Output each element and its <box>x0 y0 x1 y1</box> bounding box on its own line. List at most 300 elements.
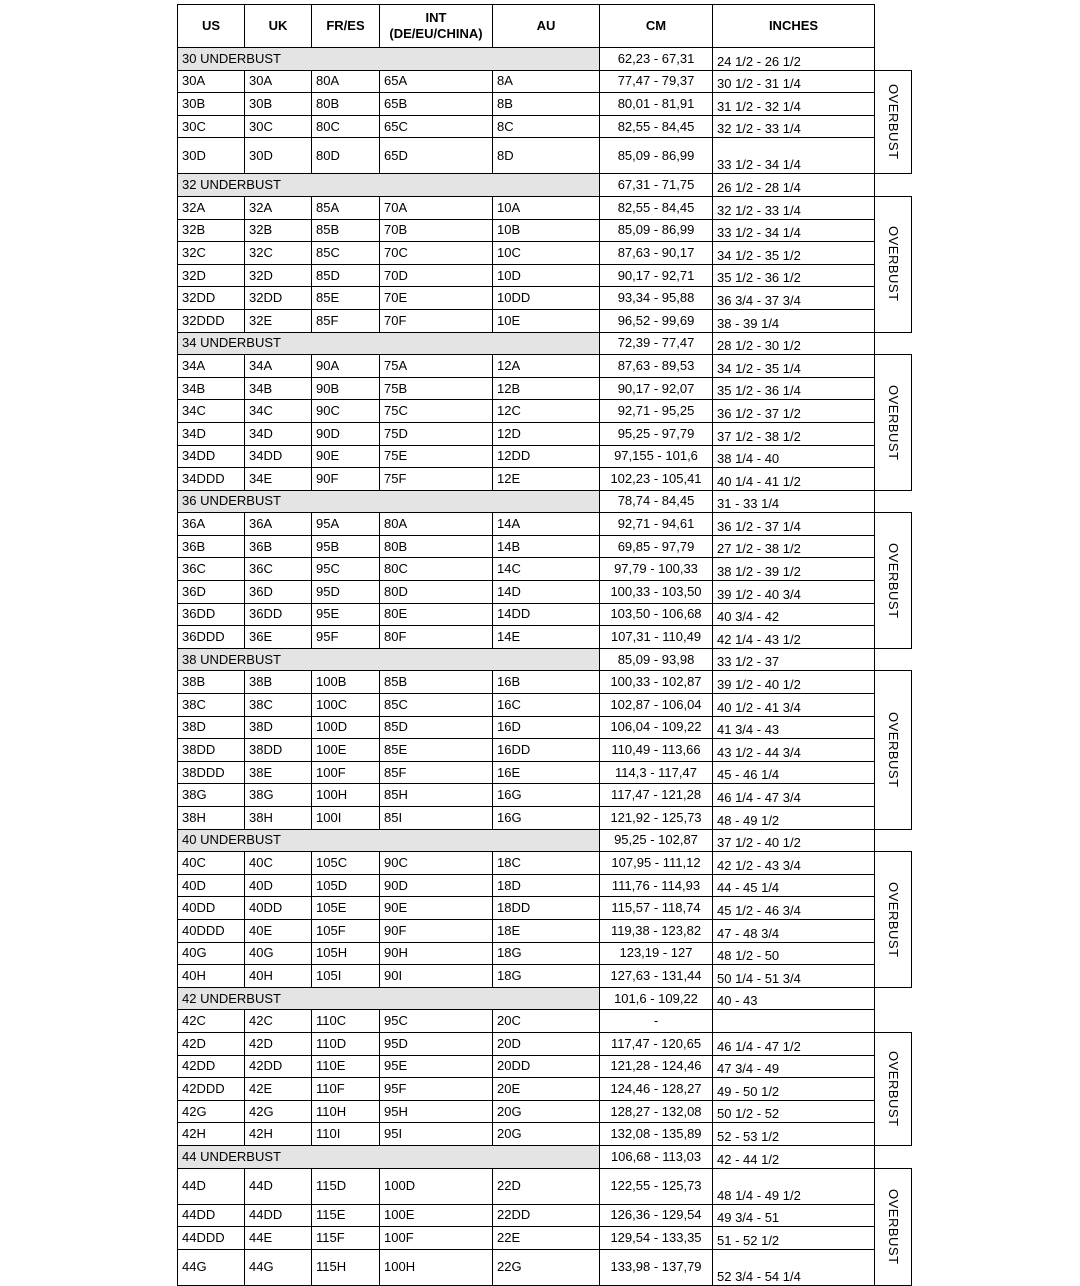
us-size: 32DD <box>178 287 245 310</box>
overbust-inches: 35 1/2 - 36 1/4 <box>713 377 875 400</box>
size-row <box>178 897 912 920</box>
uk-size: 40C <box>245 852 312 875</box>
us-size: 36C <box>178 558 245 581</box>
fr-es-size: 100I <box>312 807 380 830</box>
header-int-line2: (DE/EU/CHINA) <box>389 26 483 41</box>
us-size: 40H <box>178 965 245 988</box>
au-size: 8D <box>493 138 600 174</box>
fr-es-size: 95E <box>312 603 380 626</box>
underbust-inches: 26 1/2 - 28 1/4 <box>713 174 875 197</box>
int-size: 85F <box>380 761 493 784</box>
uk-size: 34DD <box>245 445 312 468</box>
fr-es-size: 110H <box>312 1100 380 1123</box>
uk-size: 32E <box>245 309 312 332</box>
overbust-cm: 110,49 - 113,66 <box>600 739 713 762</box>
overbust-cm: 80,01 - 81,91 <box>600 93 713 116</box>
us-size: 32B <box>178 219 245 242</box>
uk-size: 38D <box>245 716 312 739</box>
underbust-cm: 62,23 - 67,31 <box>600 48 713 71</box>
fr-es-size: 100F <box>312 761 380 784</box>
overbust-cm: 97,79 - 100,33 <box>600 558 713 581</box>
us-size: 40DD <box>178 897 245 920</box>
overbust-inches: 34 1/2 - 35 1/2 <box>713 242 875 265</box>
au-size: 8B <box>493 93 600 116</box>
fr-es-size: 115D <box>312 1168 380 1204</box>
au-size: 16E <box>493 761 600 784</box>
header-us: US <box>178 5 245 48</box>
overbust-inches: 44 - 45 1/4 <box>713 874 875 897</box>
fr-es-size: 105D <box>312 874 380 897</box>
underbust-inches: 33 1/2 - 37 <box>713 648 875 671</box>
us-size: 36DDD <box>178 626 245 649</box>
overbust-inches: 36 1/2 - 37 1/2 <box>713 400 875 423</box>
underbust-row <box>178 332 912 355</box>
overbust-cm: 69,85 - 97,79 <box>600 535 713 558</box>
overbust-inches: 32 1/2 - 33 1/4 <box>713 115 875 138</box>
size-row <box>178 807 912 830</box>
overbust-cm: 124,46 - 128,27 <box>600 1078 713 1101</box>
header-blank <box>875 5 912 48</box>
uk-size: 36A <box>245 513 312 536</box>
header-int <box>380 5 493 48</box>
overbust-inches: 36 3/4 - 37 3/4 <box>713 287 875 310</box>
overbust-inches: 40 3/4 - 42 <box>713 603 875 626</box>
uk-size: 40H <box>245 965 312 988</box>
overbust-cm: 100,33 - 102,87 <box>600 671 713 694</box>
au-size: 10DD <box>493 287 600 310</box>
size-row <box>178 400 912 423</box>
header-fr-es: FR/ES <box>312 5 380 48</box>
underbust-cm: 78,74 - 84,45 <box>600 490 713 513</box>
int-size: 95F <box>380 1078 493 1101</box>
au-size: 18D <box>493 874 600 897</box>
au-size: 16B <box>493 671 600 694</box>
uk-size: 40DD <box>245 897 312 920</box>
int-size: 80D <box>380 581 493 604</box>
header-au: AU <box>493 5 600 48</box>
fr-es-size: 95B <box>312 535 380 558</box>
overbust-inches: 52 - 53 1/2 <box>713 1123 875 1146</box>
au-size: 20E <box>493 1078 600 1101</box>
int-size: 65B <box>380 93 493 116</box>
underbust-cm: 95,25 - 102,87 <box>600 829 713 852</box>
overbust-inches: 39 1/2 - 40 3/4 <box>713 581 875 604</box>
uk-size: 38C <box>245 694 312 717</box>
header-int-line1: INT <box>425 10 447 25</box>
underbust-cm: 101,6 - 109,22 <box>600 987 713 1010</box>
underbust-label: 40 UNDERBUST <box>178 829 600 852</box>
overbust-label-cell <box>875 671 912 829</box>
overbust-cm: 121,92 - 125,73 <box>600 807 713 830</box>
overbust-cm: 103,50 - 106,68 <box>600 603 713 626</box>
us-size: 36B <box>178 535 245 558</box>
uk-size: 32C <box>245 242 312 265</box>
au-size: 14B <box>493 535 600 558</box>
fr-es-size: 115H <box>312 1249 380 1285</box>
fr-es-size: 85A <box>312 196 380 219</box>
fr-es-size: 95F <box>312 626 380 649</box>
us-size: 40DDD <box>178 919 245 942</box>
size-row <box>178 422 912 445</box>
spacer-cell <box>875 1010 912 1033</box>
uk-size: 38E <box>245 761 312 784</box>
size-row <box>178 535 912 558</box>
int-size: 90D <box>380 874 493 897</box>
int-size: 70F <box>380 309 493 332</box>
int-size: 75E <box>380 445 493 468</box>
uk-size: 44G <box>245 1249 312 1285</box>
us-size: 44DD <box>178 1204 245 1227</box>
size-row <box>178 1249 912 1285</box>
size-row <box>178 468 912 491</box>
spacer-cell <box>875 1145 912 1168</box>
fr-es-size: 110I <box>312 1123 380 1146</box>
uk-size: 42DD <box>245 1055 312 1078</box>
overbust-inches: 50 1/2 - 52 <box>713 1100 875 1123</box>
overbust-cm: 87,63 - 89,53 <box>600 355 713 378</box>
int-size: 85C <box>380 694 493 717</box>
overbust-cm: 115,57 - 118,74 <box>600 897 713 920</box>
us-size: 34C <box>178 400 245 423</box>
uk-size: 40E <box>245 919 312 942</box>
underbust-inches: 24 1/2 - 26 1/2 <box>713 48 875 71</box>
overbust-inches: 50 1/4 - 51 3/4 <box>713 965 875 988</box>
overbust-label: OVERBUST <box>886 84 901 160</box>
uk-size: 34E <box>245 468 312 491</box>
overbust-label-cell <box>875 852 912 988</box>
overbust-label: OVERBUST <box>886 712 901 788</box>
size-row <box>178 603 912 626</box>
fr-es-size: 80A <box>312 70 380 93</box>
underbust-cm: 85,09 - 93,98 <box>600 648 713 671</box>
bra-size-chart <box>177 4 912 1286</box>
uk-size: 36E <box>245 626 312 649</box>
fr-es-size: 80C <box>312 115 380 138</box>
overbust-inches: 46 1/4 - 47 1/2 <box>713 1032 875 1055</box>
us-size: 38DDD <box>178 761 245 784</box>
fr-es-size: 105C <box>312 852 380 875</box>
uk-size: 34B <box>245 377 312 400</box>
overbust-cm: 117,47 - 121,28 <box>600 784 713 807</box>
underbust-row <box>178 829 912 852</box>
au-size: 12B <box>493 377 600 400</box>
underbust-row <box>178 648 912 671</box>
uk-size: 32D <box>245 264 312 287</box>
au-size: 8C <box>493 115 600 138</box>
overbust-cm: 129,54 - 133,35 <box>600 1227 713 1250</box>
us-size: 42G <box>178 1100 245 1123</box>
au-size: 12D <box>493 422 600 445</box>
int-size: 70B <box>380 219 493 242</box>
overbust-cm: 126,36 - 129,54 <box>600 1204 713 1227</box>
int-size: 85E <box>380 739 493 762</box>
overbust-inches: 38 - 39 1/4 <box>713 309 875 332</box>
overbust-inches: 49 - 50 1/2 <box>713 1078 875 1101</box>
int-size: 70A <box>380 196 493 219</box>
overbust-inches: 39 1/2 - 40 1/2 <box>713 671 875 694</box>
fr-es-size: 90F <box>312 468 380 491</box>
overbust-inches: 40 1/2 - 41 3/4 <box>713 694 875 717</box>
uk-size: 30A <box>245 70 312 93</box>
fr-es-size: 100D <box>312 716 380 739</box>
int-size: 90I <box>380 965 493 988</box>
overbust-cm: 92,71 - 94,61 <box>600 513 713 536</box>
overbust-label-cell <box>875 196 912 332</box>
au-size: 10A <box>493 196 600 219</box>
uk-size: 34D <box>245 422 312 445</box>
fr-es-size: 90E <box>312 445 380 468</box>
overbust-cm: 123,19 - 127 <box>600 942 713 965</box>
us-size: 38DD <box>178 739 245 762</box>
size-row <box>178 1078 912 1101</box>
header-cm: CM <box>600 5 713 48</box>
overbust-cm: 90,17 - 92,07 <box>600 377 713 400</box>
size-row <box>178 138 912 174</box>
us-size: 36A <box>178 513 245 536</box>
int-size: 75A <box>380 355 493 378</box>
fr-es-size: 115F <box>312 1227 380 1250</box>
fr-es-size: 80D <box>312 138 380 174</box>
overbust-inches: 33 1/2 - 34 1/4 <box>713 219 875 242</box>
uk-size: 30B <box>245 93 312 116</box>
au-size: 20G <box>493 1100 600 1123</box>
uk-size: 44E <box>245 1227 312 1250</box>
overbust-inches: 38 1/2 - 39 1/2 <box>713 558 875 581</box>
overbust-cm: 77,47 - 79,37 <box>600 70 713 93</box>
fr-es-size: 100B <box>312 671 380 694</box>
size-row <box>178 852 912 875</box>
fr-es-size: 105I <box>312 965 380 988</box>
us-size: 44G <box>178 1249 245 1285</box>
int-size: 90E <box>380 897 493 920</box>
size-row <box>178 445 912 468</box>
overbust-cm: 127,63 - 131,44 <box>600 965 713 988</box>
us-size: 34B <box>178 377 245 400</box>
underbust-inches: 40 - 43 <box>713 987 875 1010</box>
overbust-inches: 41 3/4 - 43 <box>713 716 875 739</box>
uk-size: 36B <box>245 535 312 558</box>
int-size: 100F <box>380 1227 493 1250</box>
uk-size: 40G <box>245 942 312 965</box>
overbust-inches: 38 1/4 - 40 <box>713 445 875 468</box>
us-size: 32D <box>178 264 245 287</box>
int-size: 80A <box>380 513 493 536</box>
int-size: 95D <box>380 1032 493 1055</box>
size-row <box>178 219 912 242</box>
int-size: 85D <box>380 716 493 739</box>
size-row <box>178 716 912 739</box>
overbust-label-cell <box>875 1168 912 1285</box>
uk-size: 32DD <box>245 287 312 310</box>
us-size: 42DDD <box>178 1078 245 1101</box>
au-size: 10E <box>493 309 600 332</box>
fr-es-size: 100E <box>312 739 380 762</box>
int-size: 65D <box>380 138 493 174</box>
underbust-label: 38 UNDERBUST <box>178 648 600 671</box>
size-row <box>178 115 912 138</box>
underbust-inches: 42 - 44 1/2 <box>713 1145 875 1168</box>
overbust-cm: 82,55 - 84,45 <box>600 115 713 138</box>
overbust-cm: 107,31 - 110,49 <box>600 626 713 649</box>
uk-size: 32B <box>245 219 312 242</box>
underbust-label: 44 UNDERBUST <box>178 1145 600 1168</box>
overbust-inches: 49 3/4 - 51 <box>713 1204 875 1227</box>
overbust-cm: 132,08 - 135,89 <box>600 1123 713 1146</box>
fr-es-size: 90C <box>312 400 380 423</box>
underbust-cm: 72,39 - 77,47 <box>600 332 713 355</box>
uk-size: 30C <box>245 115 312 138</box>
overbust-label: OVERBUST <box>886 542 901 619</box>
underbust-label: 34 UNDERBUST <box>178 332 600 355</box>
int-size: 90H <box>380 942 493 965</box>
au-size: 20DD <box>493 1055 600 1078</box>
au-size: 14D <box>493 581 600 604</box>
overbust-cm: 93,34 - 95,88 <box>600 287 713 310</box>
overbust-cm: 121,28 - 124,46 <box>600 1055 713 1078</box>
int-size: 70C <box>380 242 493 265</box>
fr-es-size: 110D <box>312 1032 380 1055</box>
spacer-cell <box>875 490 912 513</box>
fr-es-size: 100C <box>312 694 380 717</box>
int-size: 100H <box>380 1249 493 1285</box>
overbust-inches: 46 1/4 - 47 3/4 <box>713 784 875 807</box>
overbust-cm: 92,71 - 95,25 <box>600 400 713 423</box>
overbust-cm: 102,23 - 105,41 <box>600 468 713 491</box>
overbust-inches: 51 - 52 1/2 <box>713 1227 875 1250</box>
int-size: 70D <box>380 264 493 287</box>
uk-size: 40D <box>245 874 312 897</box>
int-size: 100E <box>380 1204 493 1227</box>
underbust-inches: 37 1/2 - 40 1/2 <box>713 829 875 852</box>
au-size: 18G <box>493 942 600 965</box>
fr-es-size: 110E <box>312 1055 380 1078</box>
overbust-cm: 95,25 - 97,79 <box>600 422 713 445</box>
us-size: 42H <box>178 1123 245 1146</box>
int-size: 75F <box>380 468 493 491</box>
size-row <box>178 942 912 965</box>
overbust-inches: 48 1/4 - 49 1/2 <box>713 1168 875 1204</box>
spacer-cell <box>875 332 912 355</box>
overbust-inches: 37 1/2 - 38 1/2 <box>713 422 875 445</box>
size-row <box>178 581 912 604</box>
au-size: 22DD <box>493 1204 600 1227</box>
overbust-label: OVERBUST <box>886 1051 901 1127</box>
fr-es-size: 110C <box>312 1010 380 1033</box>
us-size: 38H <box>178 807 245 830</box>
spacer-cell <box>875 829 912 852</box>
int-size: 65C <box>380 115 493 138</box>
underbust-row <box>178 1145 912 1168</box>
size-row <box>178 377 912 400</box>
int-size: 70E <box>380 287 493 310</box>
size-row <box>178 761 912 784</box>
overbust-inches: 31 1/2 - 32 1/4 <box>713 93 875 116</box>
au-size: 16DD <box>493 739 600 762</box>
uk-size: 34A <box>245 355 312 378</box>
au-size: 18G <box>493 965 600 988</box>
us-size: 30B <box>178 93 245 116</box>
size-row <box>178 739 912 762</box>
size-row <box>178 1123 912 1146</box>
fr-es-size: 90A <box>312 355 380 378</box>
overbust-inches: 27 1/2 - 38 1/2 <box>713 535 875 558</box>
overbust-cm: 87,63 - 90,17 <box>600 242 713 265</box>
int-size: 80E <box>380 603 493 626</box>
size-table <box>177 4 912 1286</box>
uk-size: 34C <box>245 400 312 423</box>
au-size: 16C <box>493 694 600 717</box>
underbust-row <box>178 48 912 71</box>
overbust-cm: 107,95 - 111,12 <box>600 852 713 875</box>
fr-es-size: 95C <box>312 558 380 581</box>
uk-size: 42G <box>245 1100 312 1123</box>
us-size: 38G <box>178 784 245 807</box>
uk-size: 38G <box>245 784 312 807</box>
size-row <box>178 355 912 378</box>
overbust-cm: - <box>600 1010 713 1033</box>
us-size: 38B <box>178 671 245 694</box>
au-size: 14C <box>493 558 600 581</box>
overbust-label: OVERBUST <box>886 1188 901 1265</box>
overbust-inches <box>713 1010 875 1033</box>
uk-size: 36D <box>245 581 312 604</box>
size-row <box>178 1204 912 1227</box>
au-size: 20C <box>493 1010 600 1033</box>
uk-size: 32A <box>245 196 312 219</box>
spacer-cell <box>875 648 912 671</box>
header-row <box>178 5 912 48</box>
underbust-cm: 106,68 - 113,03 <box>600 1145 713 1168</box>
us-size: 38D <box>178 716 245 739</box>
us-size: 36DD <box>178 603 245 626</box>
au-size: 10B <box>493 219 600 242</box>
au-size: 14DD <box>493 603 600 626</box>
overbust-inches: 33 1/2 - 34 1/4 <box>713 138 875 174</box>
fr-es-size: 105F <box>312 919 380 942</box>
size-row <box>178 513 912 536</box>
overbust-inches: 43 1/2 - 44 3/4 <box>713 739 875 762</box>
overbust-inches: 45 1/2 - 46 3/4 <box>713 897 875 920</box>
fr-es-size: 85F <box>312 309 380 332</box>
us-size: 32C <box>178 242 245 265</box>
overbust-inches: 40 1/4 - 41 1/2 <box>713 468 875 491</box>
fr-es-size: 95D <box>312 581 380 604</box>
overbust-cm: 111,76 - 114,93 <box>600 874 713 897</box>
uk-size: 42D <box>245 1032 312 1055</box>
size-row <box>178 93 912 116</box>
overbust-cm: 85,09 - 86,99 <box>600 219 713 242</box>
size-row <box>178 264 912 287</box>
fr-es-size: 115E <box>312 1204 380 1227</box>
overbust-cm: 82,55 - 84,45 <box>600 196 713 219</box>
au-size: 14A <box>493 513 600 536</box>
underbust-row <box>178 174 912 197</box>
au-size: 10D <box>493 264 600 287</box>
int-size: 95H <box>380 1100 493 1123</box>
overbust-label: OVERBUST <box>886 881 901 958</box>
au-size: 16D <box>493 716 600 739</box>
au-size: 14E <box>493 626 600 649</box>
us-size: 40C <box>178 852 245 875</box>
us-size: 32A <box>178 196 245 219</box>
size-row <box>178 1100 912 1123</box>
header-inches: INCHES <box>713 5 875 48</box>
size-row <box>178 1010 912 1033</box>
underbust-cm: 67,31 - 71,75 <box>600 174 713 197</box>
au-size: 18E <box>493 919 600 942</box>
size-row <box>178 1032 912 1055</box>
us-size: 34D <box>178 422 245 445</box>
